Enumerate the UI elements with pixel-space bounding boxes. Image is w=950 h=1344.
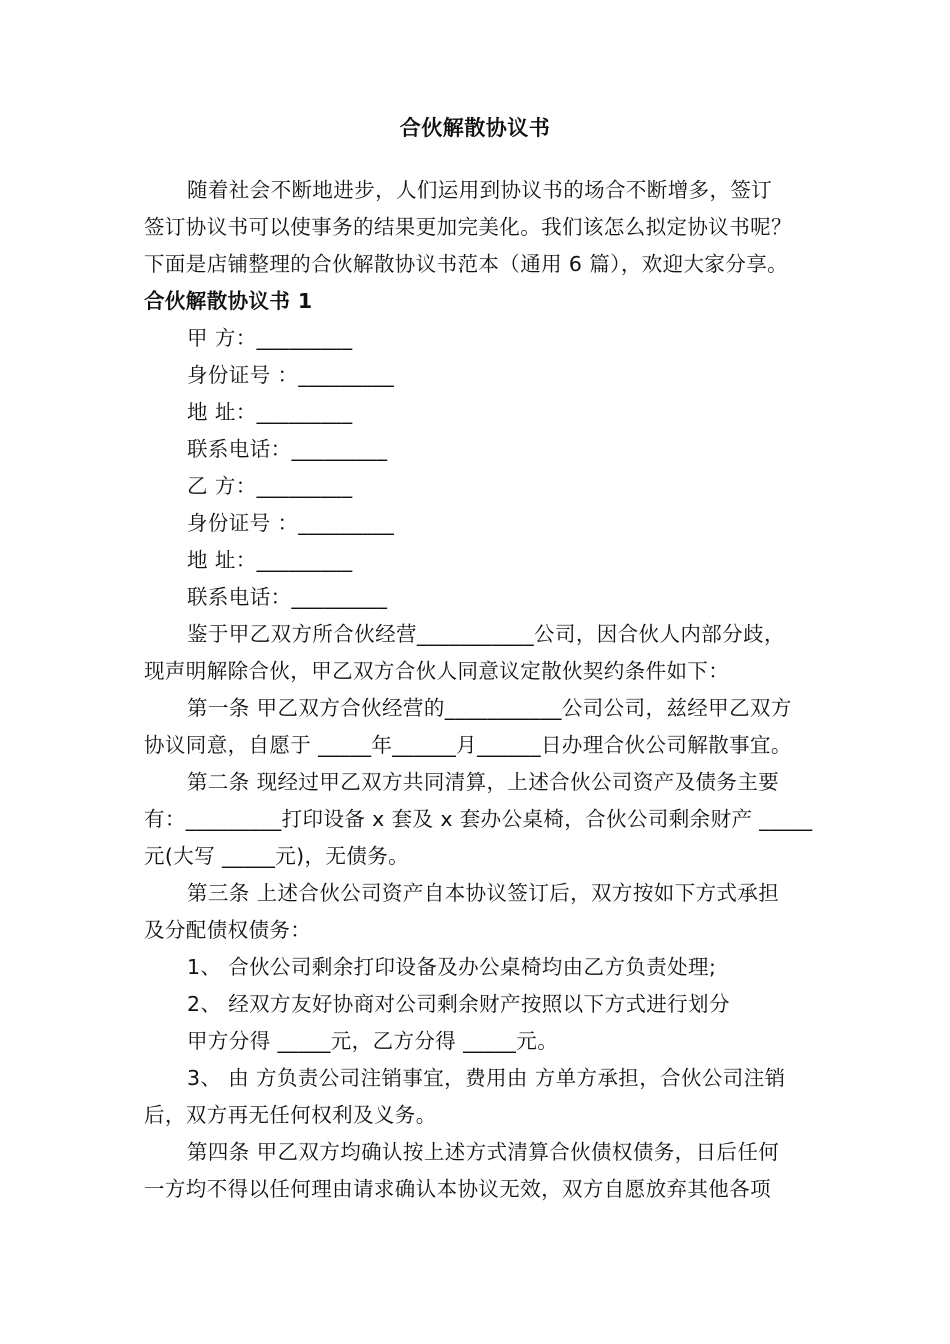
party-b-phone: 联系电话：_________ xyxy=(187,585,388,609)
article-3-line-2: 及分配债权债务： xyxy=(144,918,312,942)
intro-line-3: 下面是店铺整理的合伙解散协议书范本（通用 6 篇），欢迎大家分享。 xyxy=(144,252,789,276)
article-3-item-3-line-1: 3、 由 方负责公司注销事宜，费用由 方单方承担，合伙公司注销 xyxy=(187,1066,786,1090)
intro-line-2: 签订协议书可以使事务的结果更加完美化。我们该怎么拟定协议书呢？ xyxy=(144,215,792,239)
article-3-line-1: 第三条 上述合伙公司资产自本协议签订后，双方按如下方式承担 xyxy=(187,881,780,905)
party-b-id: 身份证号 ：_________ xyxy=(187,511,395,535)
party-a-name: 甲 方：_________ xyxy=(187,326,353,350)
article-1-line-2: 协议同意，自愿于 _____年______月______日办理合伙公司解散事宜。 xyxy=(144,733,792,757)
intro-line-1: 随着社会不断地进步，人们运用到协议书的场合不断增多，签订 xyxy=(187,178,773,202)
party-a-address: 地 址：_________ xyxy=(187,400,353,424)
document-title: 合伙解散协议书 xyxy=(399,116,551,140)
article-4-line-2: 一方均不得以任何理由请求确认本协议无效，双方自愿放弃其他各项 xyxy=(144,1177,771,1201)
party-a-phone: 联系电话：_________ xyxy=(187,437,388,461)
preamble-line-1: 鉴于甲乙双方所合伙经营___________公司，因合伙人内部分歧， xyxy=(187,622,785,646)
preamble-line-2: 现声明解除合伙，甲乙双方合伙人同意议定散伙契约条件如下： xyxy=(144,659,730,683)
article-2-line-3: 元(大写 _____元)，无债务。 xyxy=(144,844,410,868)
article-4-line-1: 第四条 甲乙双方均确认按上述方式清算合伙债权债务，日后任何 xyxy=(187,1140,780,1164)
party-a-id: 身份证号 ：_________ xyxy=(187,363,395,387)
party-b-name: 乙 方：_________ xyxy=(187,474,353,498)
section-heading: 合伙解散协议书 1 xyxy=(144,289,313,313)
article-2-line-1: 第二条 现经过甲乙双方共同清算，上述合伙公司资产及债务主要 xyxy=(187,770,780,794)
party-b-address: 地 址：_________ xyxy=(187,548,353,572)
article-1-line-1: 第一条 甲乙双方合伙经营的___________公司公司，兹经甲乙双方 xyxy=(187,696,792,720)
article-3-item-2: 2、 经双方友好协商对公司剩余财产按照以下方式进行划分 xyxy=(187,992,730,1016)
article-2-line-2: 有：_________打印设备 x 套及 x 套办公桌椅，合伙公司剩余财产 _____ xyxy=(144,807,813,831)
article-3-item-3-line-2: 后，双方再无任何权利及义务。 xyxy=(144,1103,437,1127)
article-3-item-1: 1、 合伙公司剩余打印设备及办公桌椅均由乙方负责处理; xyxy=(187,955,717,979)
article-3-item-2-detail: 甲方分得 _____元，乙方分得 _____元。 xyxy=(187,1029,559,1053)
